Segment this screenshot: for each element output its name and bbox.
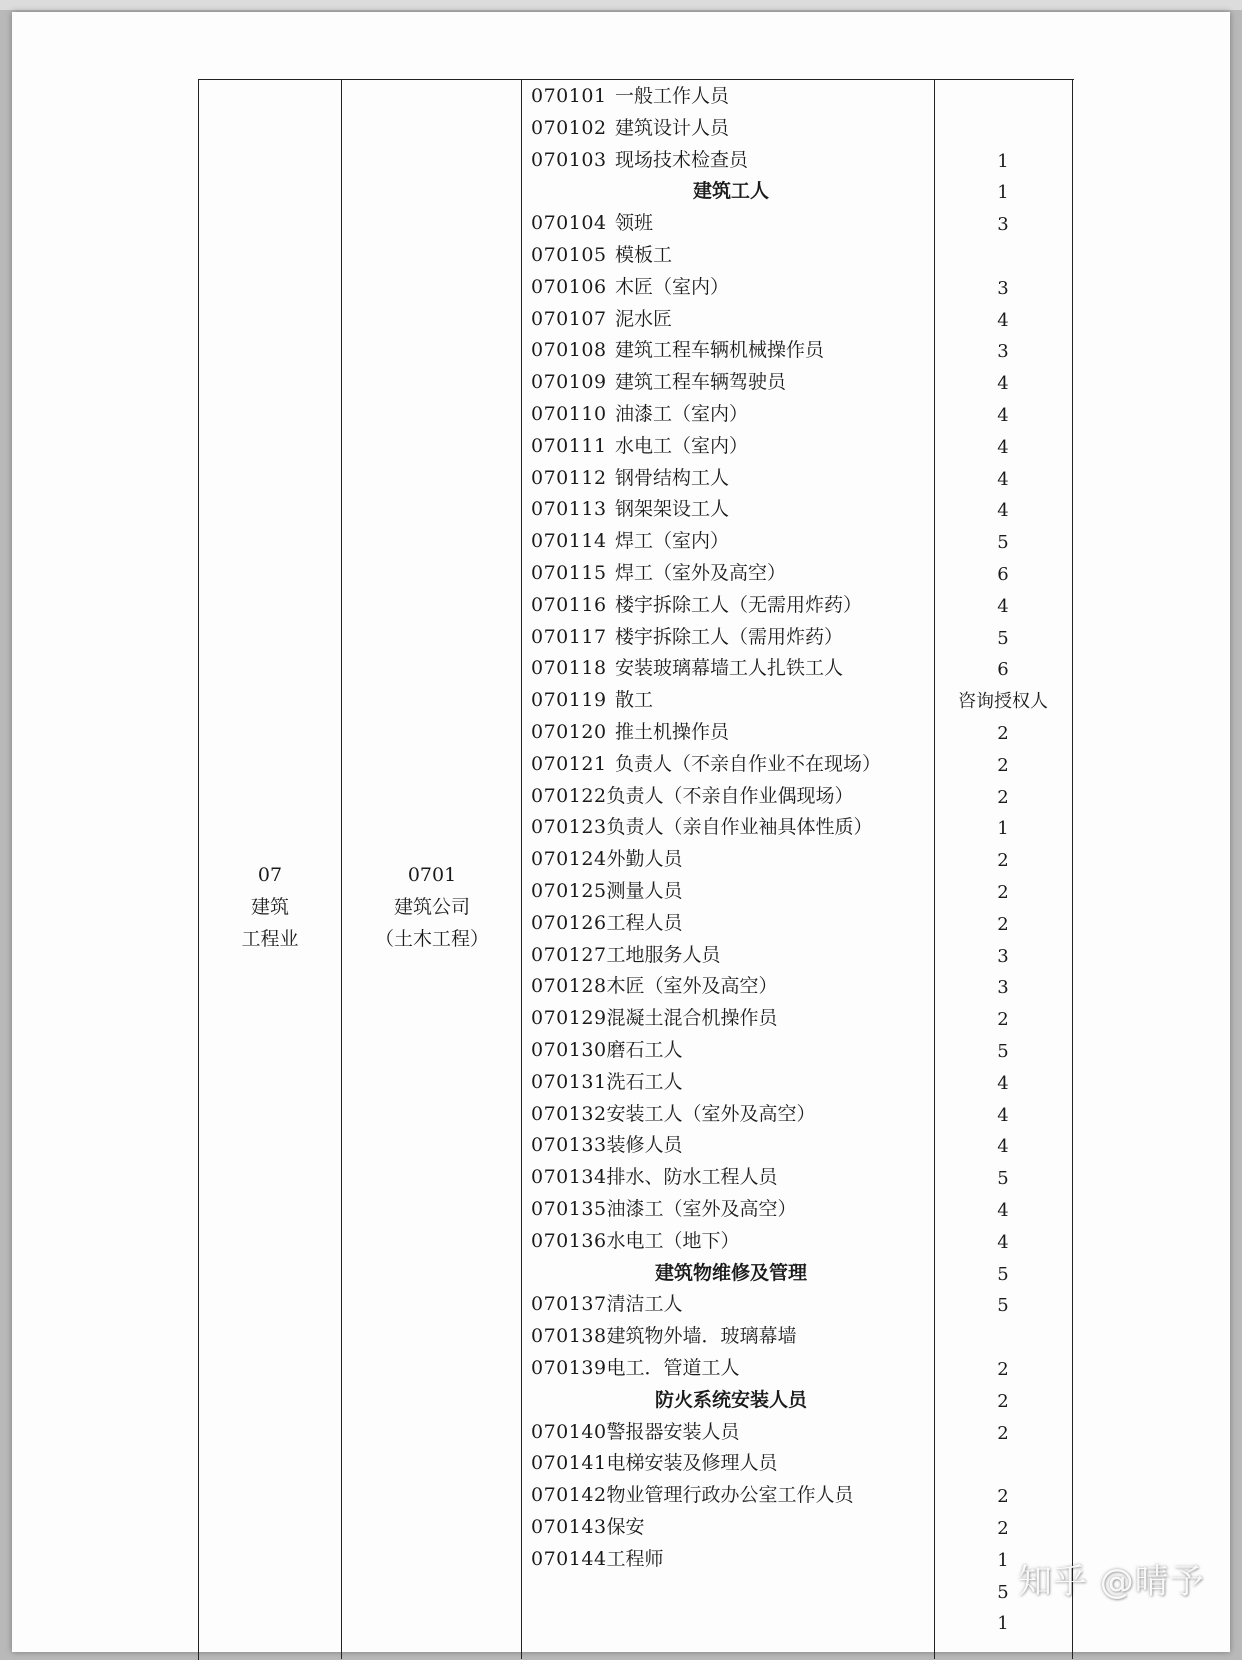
occupation-code: 070105 bbox=[531, 244, 607, 266]
occupation-name: 建筑工程车辆机械操作员 bbox=[615, 339, 825, 362]
occupation-name: 混凝土混合机操作员 bbox=[606, 1007, 778, 1030]
occupation-code: 070134 bbox=[531, 1166, 607, 1189]
risk-category-value: 2 bbox=[997, 1390, 1009, 1412]
watermark: 知乎 @晴予 bbox=[1018, 1562, 1205, 1602]
occupation-name: 一般工作人员 bbox=[615, 85, 730, 107]
occupation-name: 钢架架设工人 bbox=[615, 498, 730, 521]
occupation-name: 建筑工程车辆驾驶员 bbox=[615, 371, 787, 394]
occupation-row bbox=[531, 748, 881, 780]
occupation-row bbox=[531, 589, 862, 621]
occupation-row bbox=[531, 1034, 683, 1066]
occupation-code: 070114 bbox=[531, 530, 607, 553]
occupation-code: 070124 bbox=[531, 848, 607, 871]
risk-category-value: 3 bbox=[997, 277, 1009, 299]
risk-category-value: 3 bbox=[997, 977, 1009, 999]
occupation-name: 排水、防水工程人员 bbox=[606, 1166, 778, 1189]
risk-category-value: 3 bbox=[997, 945, 1009, 967]
occupation-code: 070113 bbox=[531, 498, 607, 521]
risk-category-value: 6 bbox=[997, 564, 1009, 585]
occupation-name: 负责人（亲自作业袖具体性质） bbox=[606, 816, 873, 839]
table-right-border bbox=[1072, 79, 1073, 1659]
occupation-row bbox=[531, 1320, 797, 1352]
occupation-row bbox=[531, 430, 748, 462]
occupation-name: 泥水匠 bbox=[615, 307, 673, 330]
occupation-row bbox=[531, 621, 843, 653]
occupation-row bbox=[531, 1066, 683, 1098]
risk-category-value: 2 bbox=[997, 1518, 1009, 1539]
occupation-row bbox=[531, 939, 721, 971]
occupation-row bbox=[531, 80, 729, 112]
section-heading: 防火系统安装人员 bbox=[654, 1388, 807, 1411]
occupation-code: 070120 bbox=[531, 721, 607, 743]
company-name: 建筑公司 bbox=[393, 896, 470, 918]
occupation-row bbox=[531, 303, 672, 335]
occupation-code: 070138 bbox=[531, 1325, 607, 1348]
occupation-row bbox=[531, 684, 653, 716]
risk-category-value: 2 bbox=[997, 850, 1009, 872]
occupation-row bbox=[531, 398, 748, 430]
risk-category-value: 2 bbox=[997, 1486, 1009, 1508]
risk-category-value: 4 bbox=[997, 595, 1009, 617]
occupation-code: 070104 bbox=[531, 212, 607, 235]
occupation-code: 070121 bbox=[531, 752, 607, 775]
occupation-code: 070112 bbox=[531, 466, 607, 489]
occupation-name: 钢骨结构工人 bbox=[615, 466, 730, 489]
occupation-row bbox=[531, 1193, 797, 1225]
occupation-name: 现场技术检查员 bbox=[615, 148, 749, 171]
occupation-code: 070109 bbox=[531, 371, 607, 394]
occupation-row bbox=[531, 716, 729, 748]
risk-category-value: 1 bbox=[997, 818, 1009, 840]
occupation-row bbox=[531, 652, 843, 684]
occupation-row bbox=[531, 780, 854, 812]
occupation-row bbox=[531, 1129, 683, 1161]
risk-category-value: 1 bbox=[997, 1549, 1009, 1571]
occupation-row bbox=[531, 144, 748, 176]
occupation-name: 安装工人（室外及高空） bbox=[606, 1102, 816, 1125]
risk-category-value: 2 bbox=[997, 913, 1009, 935]
risk-category-value: 1 bbox=[997, 1613, 1009, 1635]
occupation-code: 070103 bbox=[531, 148, 607, 171]
section-heading: 建筑物维修及管理 bbox=[654, 1261, 807, 1284]
risk-category-value: 3 bbox=[997, 214, 1009, 236]
occupation-name: 木匠（室外及高空） bbox=[606, 975, 778, 998]
occupation-name: 建筑物外墙．玻璃幕墙 bbox=[606, 1325, 797, 1348]
occupation-row bbox=[531, 207, 653, 239]
occupation-code: 070132 bbox=[531, 1102, 607, 1125]
occupation-code: 070139 bbox=[531, 1357, 607, 1379]
risk-category-value: 4 bbox=[997, 373, 1009, 395]
occupation-code: 070110 bbox=[531, 403, 607, 425]
occupation-name: 油漆工（室外及高空） bbox=[606, 1198, 797, 1220]
occupation-name: 电梯安装及修理人员 bbox=[606, 1452, 778, 1475]
occupation-row bbox=[531, 1288, 683, 1320]
occupation-name: 水电工（地下） bbox=[606, 1229, 740, 1252]
risk-category-value: 4 bbox=[997, 436, 1009, 458]
risk-category-value: 5 bbox=[997, 1168, 1009, 1190]
viewer-top-strip bbox=[0, 0, 1242, 10]
occupation-row bbox=[531, 366, 786, 398]
occupation-name: 测量人员 bbox=[606, 880, 683, 902]
risk-category-value: 4 bbox=[997, 468, 1009, 490]
occupation-row bbox=[531, 1416, 740, 1448]
occupation-name: 楼宇拆除工人（无需用炸药） bbox=[615, 593, 863, 616]
risk-category-value: 1 bbox=[997, 182, 1009, 204]
occupation-row bbox=[531, 462, 729, 494]
occupation-row bbox=[531, 557, 786, 589]
occupation-row bbox=[531, 1002, 778, 1034]
risk-category-value: 6 bbox=[997, 659, 1009, 681]
occupation-name: 工程人员 bbox=[606, 911, 683, 934]
occupation-code: 070102 bbox=[531, 116, 607, 139]
occupation-code: 070141 bbox=[531, 1452, 607, 1475]
occupation-name: 负责人（不亲自作业偶现场） bbox=[606, 784, 854, 807]
risk-category-value: 4 bbox=[997, 1231, 1009, 1253]
occupation-code: 070129 bbox=[531, 1007, 607, 1030]
occupation-row bbox=[531, 1225, 740, 1257]
occupation-name: 装修人员 bbox=[606, 1134, 683, 1157]
risk-category-value: 2 bbox=[997, 1009, 1009, 1031]
occupation-name: 外勤人员 bbox=[606, 848, 683, 871]
occupation-row bbox=[531, 907, 683, 939]
occupation-name: 焊工（室内） bbox=[615, 530, 730, 553]
industry-name-line2: 工程业 bbox=[241, 928, 299, 950]
occupation-row bbox=[531, 1447, 778, 1479]
occupation-code: 070130 bbox=[531, 1039, 607, 1061]
occupation-name: 磨石工人 bbox=[606, 1039, 683, 1061]
occupation-name: 焊工（室外及高空） bbox=[615, 562, 787, 584]
industry-name-line1: 建筑 bbox=[250, 896, 289, 918]
risk-category-value: 2 bbox=[997, 1359, 1009, 1380]
occupation-row bbox=[531, 525, 729, 557]
occupation-row bbox=[531, 1352, 740, 1384]
risk-category-value: 5 bbox=[997, 627, 1009, 649]
company-code: 0701 bbox=[407, 864, 457, 886]
occupation-name: 保安 bbox=[606, 1516, 645, 1538]
occupation-code: 070115 bbox=[531, 562, 607, 584]
risk-category-value: 2 bbox=[997, 786, 1009, 808]
occupation-row bbox=[531, 1479, 854, 1511]
risk-category-value: 2 bbox=[997, 1422, 1009, 1444]
table-divider-1 bbox=[341, 79, 342, 1659]
risk-category-value: 2 bbox=[997, 754, 1009, 776]
occupation-row bbox=[531, 112, 729, 144]
occupation-name: 清洁工人 bbox=[606, 1293, 683, 1316]
occupation-name: 模板工 bbox=[615, 244, 673, 266]
occupation-code: 070108 bbox=[531, 339, 607, 362]
occupation-code: 070143 bbox=[531, 1516, 607, 1538]
occupation-name: 领班 bbox=[615, 212, 654, 235]
occupation-name: 电工．管道工人 bbox=[606, 1357, 740, 1379]
occupation-code: 070131 bbox=[531, 1070, 607, 1093]
occupation-code: 070125 bbox=[531, 880, 607, 902]
risk-category-value: 5 bbox=[997, 1263, 1009, 1285]
occupation-name: 工地服务人员 bbox=[606, 943, 721, 966]
occupation-row bbox=[531, 334, 824, 366]
risk-category-value: 4 bbox=[997, 1200, 1009, 1221]
occupation-row bbox=[531, 1161, 778, 1193]
occupation-name: 警报器安装人员 bbox=[606, 1420, 740, 1443]
occupation-code: 070144 bbox=[531, 1547, 607, 1570]
occupation-code: 070122 bbox=[531, 784, 607, 807]
occupation-name: 安装玻璃幕墙工人扎铁工人 bbox=[615, 657, 844, 680]
industry-code: 07 bbox=[257, 864, 283, 886]
risk-category-value: 5 bbox=[997, 532, 1009, 554]
risk-category-value: 5 bbox=[997, 1295, 1009, 1317]
occupation-name: 油漆工（室内） bbox=[615, 403, 749, 425]
risk-category-value: 4 bbox=[997, 1072, 1009, 1094]
occupation-name: 物业管理行政办公室工作人员 bbox=[606, 1484, 854, 1507]
occupation-code: 070116 bbox=[531, 593, 607, 616]
occupation-code: 070136 bbox=[531, 1229, 607, 1252]
risk-category-value: 4 bbox=[997, 309, 1009, 331]
company-note: （土木工程） bbox=[374, 928, 489, 950]
occupation-row bbox=[531, 970, 778, 1002]
industry-cell bbox=[200, 859, 340, 955]
risk-category-value: 1 bbox=[997, 150, 1009, 172]
occupation-row bbox=[531, 875, 683, 907]
occupation-row bbox=[531, 843, 683, 875]
occupation-code: 070101 bbox=[531, 85, 607, 107]
occupation-code: 070117 bbox=[531, 625, 607, 648]
risk-category-value: 5 bbox=[997, 1041, 1009, 1062]
risk-category-value: 4 bbox=[997, 1136, 1009, 1158]
occupation-code: 070123 bbox=[531, 816, 607, 839]
risk-category-value: 4 bbox=[997, 1104, 1009, 1126]
occupation-name: 散工 bbox=[615, 689, 654, 712]
occupation-code: 070137 bbox=[531, 1293, 607, 1316]
occupation-row bbox=[531, 1098, 816, 1130]
occupation-code: 070126 bbox=[531, 911, 607, 934]
occupation-name: 洗石工人 bbox=[606, 1070, 683, 1093]
risk-category-value: 4 bbox=[997, 500, 1009, 522]
occupation-name: 推土机操作员 bbox=[615, 721, 730, 743]
occupation-code: 070142 bbox=[531, 1484, 607, 1507]
risk-category-value: 咨询授权人 bbox=[958, 691, 1048, 713]
occupation-row bbox=[531, 493, 729, 525]
section-heading: 建筑工人 bbox=[692, 180, 769, 203]
risk-category-value: 2 bbox=[997, 882, 1009, 903]
occupation-code: 070127 bbox=[531, 943, 607, 966]
occupation-code: 070128 bbox=[531, 975, 607, 998]
occupation-code: 070119 bbox=[531, 689, 607, 712]
occupation-code: 070133 bbox=[531, 1134, 607, 1157]
occupation-row bbox=[531, 239, 672, 271]
occupation-code: 070107 bbox=[531, 307, 607, 330]
risk-category-value: 2 bbox=[997, 723, 1009, 744]
risk-category-value: 4 bbox=[997, 405, 1009, 426]
occupation-code: 070106 bbox=[531, 275, 607, 298]
occupation-name: 楼宇拆除工人（需用炸药） bbox=[615, 625, 844, 648]
risk-category-value: 5 bbox=[997, 1581, 1009, 1603]
occupation-name: 负责人（不亲自作业不在现场） bbox=[615, 752, 882, 775]
occupation-name: 工程师 bbox=[606, 1547, 664, 1570]
occupation-code: 070111 bbox=[531, 434, 607, 457]
occupation-code: 070140 bbox=[531, 1420, 607, 1443]
occupation-code: 070135 bbox=[531, 1198, 607, 1220]
occupation-code: 070118 bbox=[531, 657, 607, 680]
occupation-name: 木匠（室内） bbox=[615, 275, 730, 298]
company-cell bbox=[343, 859, 521, 955]
table-divider-2 bbox=[521, 79, 522, 1659]
occupation-name: 水电工（室内） bbox=[615, 434, 749, 457]
occupation-row bbox=[531, 811, 873, 843]
occupation-row bbox=[531, 1543, 664, 1575]
occupation-name: 建筑设计人员 bbox=[615, 116, 730, 139]
occupation-row bbox=[531, 271, 729, 303]
risk-category-value: 3 bbox=[997, 341, 1009, 363]
occupation-row bbox=[531, 1511, 645, 1543]
